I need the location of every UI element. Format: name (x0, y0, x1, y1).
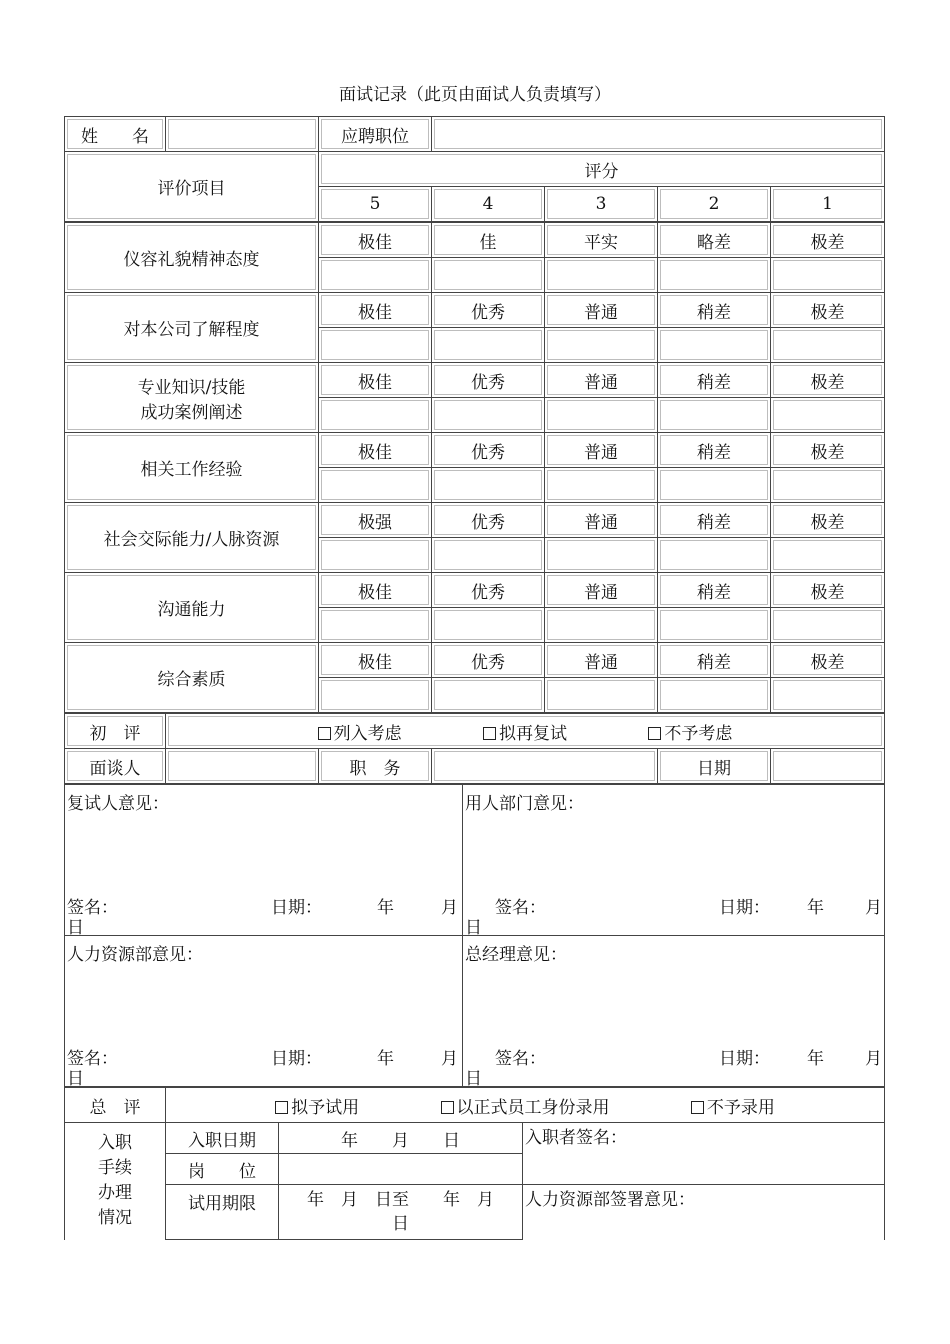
criterion-level: 极差 (771, 293, 885, 328)
criterion-name: 沟通能力 (65, 573, 319, 643)
score-entry-cell[interactable] (319, 678, 432, 713)
score-entry-cell[interactable] (432, 398, 545, 433)
score-entry-cell[interactable] (319, 538, 432, 573)
checkbox-icon (318, 727, 331, 740)
hr-sign-field[interactable]: 人力资源部签署意见： (523, 1185, 885, 1240)
score-entry-cell[interactable] (658, 608, 771, 643)
post-label: 岗 位 (166, 1154, 279, 1185)
score-entry-cell[interactable] (545, 258, 658, 293)
position-field[interactable] (432, 117, 885, 152)
score-entry-cell[interactable] (319, 328, 432, 363)
score-entry-cell[interactable] (432, 678, 545, 713)
criterion-level: 优秀 (432, 363, 545, 398)
option-reject[interactable]: 不予录用 (691, 1093, 775, 1118)
criterion-level: 优秀 (432, 293, 545, 328)
name-label: 姓 名 (65, 117, 166, 152)
onboarding-label: 入职 手续 办理 情况 (65, 1123, 166, 1240)
entry-date-label: 入职日期 (166, 1123, 279, 1154)
interviewer-label: 面谈人 (65, 749, 166, 784)
post-field[interactable] (279, 1154, 523, 1185)
criterion-level: 普通 (545, 503, 658, 538)
criterion-level: 稍差 (658, 643, 771, 678)
criterion-level: 极佳 (319, 573, 432, 608)
score-header: 评分 (319, 152, 885, 187)
score-entry-cell[interactable] (319, 608, 432, 643)
score-entry-cell[interactable] (658, 538, 771, 573)
score-5: 5 (319, 187, 432, 222)
criterion-level: 极佳 (319, 293, 432, 328)
criterion-level: 优秀 (432, 503, 545, 538)
page-title: 面试记录（此页由面试人负责填写） (339, 85, 611, 105)
eval-item-header: 评价项目 (65, 152, 319, 222)
criterion-level: 平实 (545, 223, 658, 258)
criterion-level: 普通 (545, 363, 658, 398)
score-entry-cell[interactable] (658, 328, 771, 363)
criterion-level: 极差 (771, 363, 885, 398)
initial-eval-options (166, 714, 885, 749)
name-field[interactable] (166, 117, 319, 152)
criterion-level: 普通 (545, 573, 658, 608)
criterion-level: 极佳 (319, 363, 432, 398)
score-entry-cell[interactable] (432, 328, 545, 363)
hr-opinion[interactable]: 人力资源部意见： 签名： 日期： 年 月 日 (65, 936, 463, 1087)
interviewer-field[interactable] (166, 749, 319, 784)
criterion-level: 稍差 (658, 503, 771, 538)
criterion-level: 优秀 (432, 643, 545, 678)
score-entry-cell[interactable] (432, 258, 545, 293)
option-consider[interactable]: 列入考虑 (318, 719, 402, 744)
criterion-name: 相关工作经验 (65, 433, 319, 503)
final-eval-options (166, 1088, 885, 1123)
checkbox-icon (691, 1101, 704, 1114)
score-entry-cell[interactable] (545, 328, 658, 363)
criterion-level: 极差 (771, 503, 885, 538)
score-entry-cell[interactable] (658, 678, 771, 713)
score-entry-cell[interactable] (545, 538, 658, 573)
reinterview-opinion[interactable]: 复试人意见： 签名： 日期： 年 月 日 (65, 785, 463, 936)
score-entry-cell[interactable] (319, 398, 432, 433)
checkbox-icon (483, 727, 496, 740)
criterion-level: 佳 (432, 223, 545, 258)
score-4: 4 (432, 187, 545, 222)
final-table (64, 1087, 885, 1240)
criterion-level: 稍差 (658, 433, 771, 468)
criterion-name: 专业知识/技能 成功案例阐述 (65, 363, 319, 433)
interview-form (64, 116, 884, 1240)
score-entry-cell[interactable] (432, 468, 545, 503)
score-entry-cell[interactable] (545, 398, 658, 433)
criterion-name: 社会交际能力/人脉资源 (65, 503, 319, 573)
criteria-table (64, 222, 885, 713)
score-entry-cell[interactable] (545, 678, 658, 713)
criterion-level: 极差 (771, 573, 885, 608)
option-trial[interactable]: 拟予试用 (275, 1093, 359, 1118)
score-3: 3 (545, 187, 658, 222)
score-entry-cell[interactable] (545, 468, 658, 503)
checkbox-icon (441, 1101, 454, 1114)
criterion-level: 极佳 (319, 643, 432, 678)
score-entry-cell[interactable] (319, 258, 432, 293)
score-entry-cell[interactable] (658, 258, 771, 293)
score-entry-cell[interactable] (771, 608, 885, 643)
criterion-level: 极差 (771, 643, 885, 678)
evaluation-table (64, 116, 885, 222)
option-reinterview[interactable]: 拟再复试 (483, 719, 567, 744)
checkbox-icon (648, 727, 661, 740)
option-not-consider[interactable]: 不予考虑 (648, 719, 732, 744)
criterion-level: 极强 (319, 503, 432, 538)
entry-date-field[interactable]: 年 月 日 (279, 1123, 523, 1154)
score-entry-cell[interactable] (545, 608, 658, 643)
score-entry-cell[interactable] (432, 538, 545, 573)
probation-label: 试用期限 (166, 1185, 279, 1240)
final-eval-label: 总 评 (65, 1088, 166, 1123)
criterion-name: 综合素质 (65, 643, 319, 713)
criterion-level: 普通 (545, 433, 658, 468)
criterion-level: 略差 (658, 223, 771, 258)
criterion-level: 稍差 (658, 573, 771, 608)
job-title-field[interactable] (432, 749, 658, 784)
score-entry-cell[interactable] (771, 398, 885, 433)
initial-table (64, 713, 885, 784)
criterion-level: 极佳 (319, 223, 432, 258)
criterion-level: 极佳 (319, 433, 432, 468)
checkbox-icon (275, 1101, 288, 1114)
score-entry-cell[interactable] (771, 328, 885, 363)
opinion-table (64, 784, 885, 1087)
criterion-level: 普通 (545, 293, 658, 328)
criterion-name: 对本公司了解程度 (65, 293, 319, 363)
criterion-name: 仪容礼貌精神态度 (65, 223, 319, 293)
criterion-level: 稍差 (658, 293, 771, 328)
criterion-level: 优秀 (432, 573, 545, 608)
initial-eval-label: 初 评 (65, 714, 166, 749)
score-entry-cell[interactable] (771, 538, 885, 573)
criterion-level: 稍差 (658, 363, 771, 398)
position-label: 应聘职位 (319, 117, 432, 152)
date-label: 日期 (658, 749, 771, 784)
probation-field[interactable]: 年 月 日至 年 月 日 (279, 1185, 523, 1240)
score-1: 1 (771, 187, 885, 222)
score-entry-cell[interactable] (658, 398, 771, 433)
dept-opinion[interactable]: 用人部门意见： 签名： 日期： 年 月 日 (463, 785, 885, 936)
score-entry-cell[interactable] (771, 258, 885, 293)
score-2: 2 (658, 187, 771, 222)
job-title-label: 职 务 (319, 749, 432, 784)
criterion-level: 极差 (771, 433, 885, 468)
criterion-level: 普通 (545, 643, 658, 678)
date-field[interactable] (771, 749, 885, 784)
score-entry-cell[interactable] (319, 468, 432, 503)
gm-opinion[interactable]: 总经理意见： 签名： 日期： 年 月 日 (463, 936, 885, 1087)
score-entry-cell[interactable] (771, 468, 885, 503)
criterion-level: 优秀 (432, 433, 545, 468)
criterion-level: 极差 (771, 223, 885, 258)
score-entry-cell[interactable] (771, 678, 885, 713)
option-formal[interactable]: 以正式员工身份录用 (441, 1093, 610, 1118)
score-entry-cell[interactable] (658, 468, 771, 503)
employee-sign-field[interactable]: 入职者签名： (523, 1123, 885, 1185)
score-entry-cell[interactable] (432, 608, 545, 643)
